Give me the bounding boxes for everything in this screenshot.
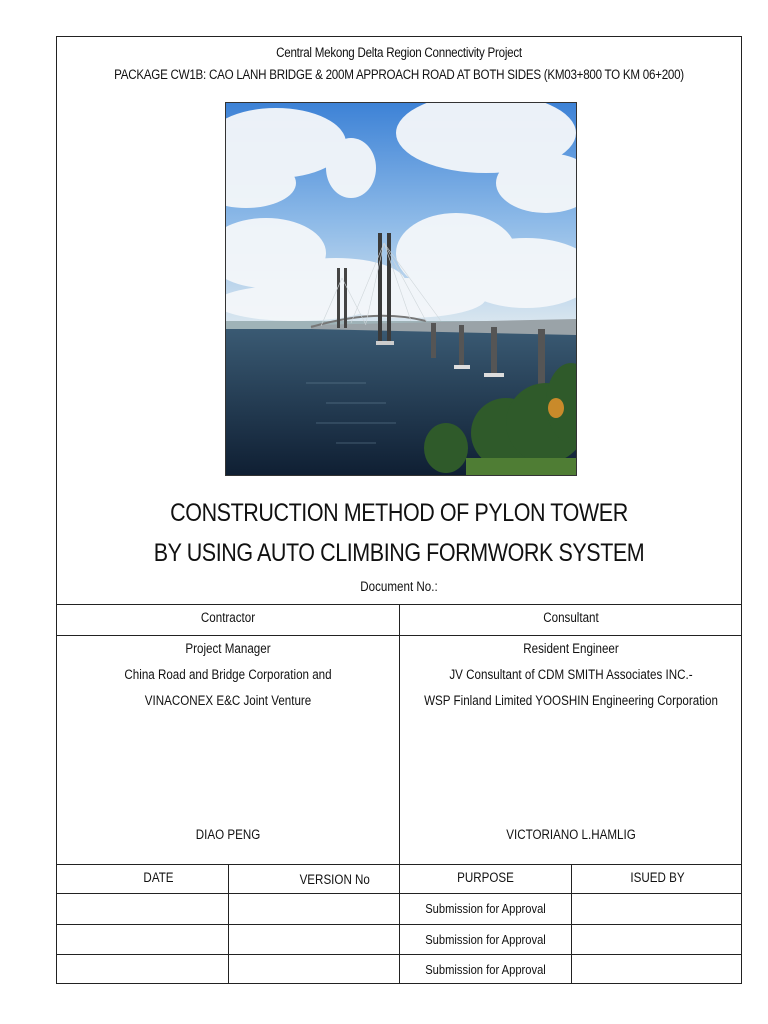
contractor-org-line2: VINACONEX E&C Joint Venture: [144, 693, 312, 708]
contractor-org-line1: China Road and Bridge Corporation and: [124, 667, 332, 682]
table-header-version: VERSION No: [299, 872, 370, 887]
contractor-role: Project Manager: [185, 641, 271, 656]
column-divider: [399, 604, 400, 984]
consultant-heading: Consultant: [543, 610, 599, 625]
table-header-purpose: PURPOSE: [457, 870, 514, 885]
contractor-heading: Contractor: [200, 610, 256, 625]
table-row-purpose: Submission for Approval: [425, 932, 546, 947]
project-name: Central Mekong Delta Region Connectivity Project: [276, 45, 522, 60]
document-title-line1: CONSTRUCTION METHOD OF PYLON TOWER: [170, 499, 628, 527]
table-header-date: DATE: [143, 870, 174, 885]
consultant-signatory: VICTORIANO L.HAMLIG: [506, 827, 636, 842]
bridge-rendering-image: [225, 102, 577, 476]
table-row-purpose: Submission for Approval: [425, 901, 546, 916]
document-number-label: Document No.:: [360, 579, 438, 594]
consultant-org-line1: JV Consultant of CDM SMITH Associates INC.-: [449, 667, 693, 682]
package-name: PACKAGE CW1B: CAO LANH BRIDGE & 200M APPROACH ROAD AT BOTH SIDES (KM03+800 TO KM 06+200): [114, 67, 684, 82]
contractor-signatory: DIAO PENG: [195, 827, 261, 842]
consultant-role: Resident Engineer: [523, 641, 619, 656]
column-divider: [571, 864, 572, 984]
table-header-issued-by: ISUED BY: [630, 870, 685, 885]
document-title-line2: BY USING AUTO CLIMBING FORMWORK SYSTEM: [153, 539, 645, 567]
cover-sheet: [56, 36, 742, 984]
table-row-purpose: Submission for Approval: [425, 962, 546, 977]
consultant-org-line2: WSP Finland Limited YOOSHIN Engineering Corporation: [424, 693, 718, 708]
